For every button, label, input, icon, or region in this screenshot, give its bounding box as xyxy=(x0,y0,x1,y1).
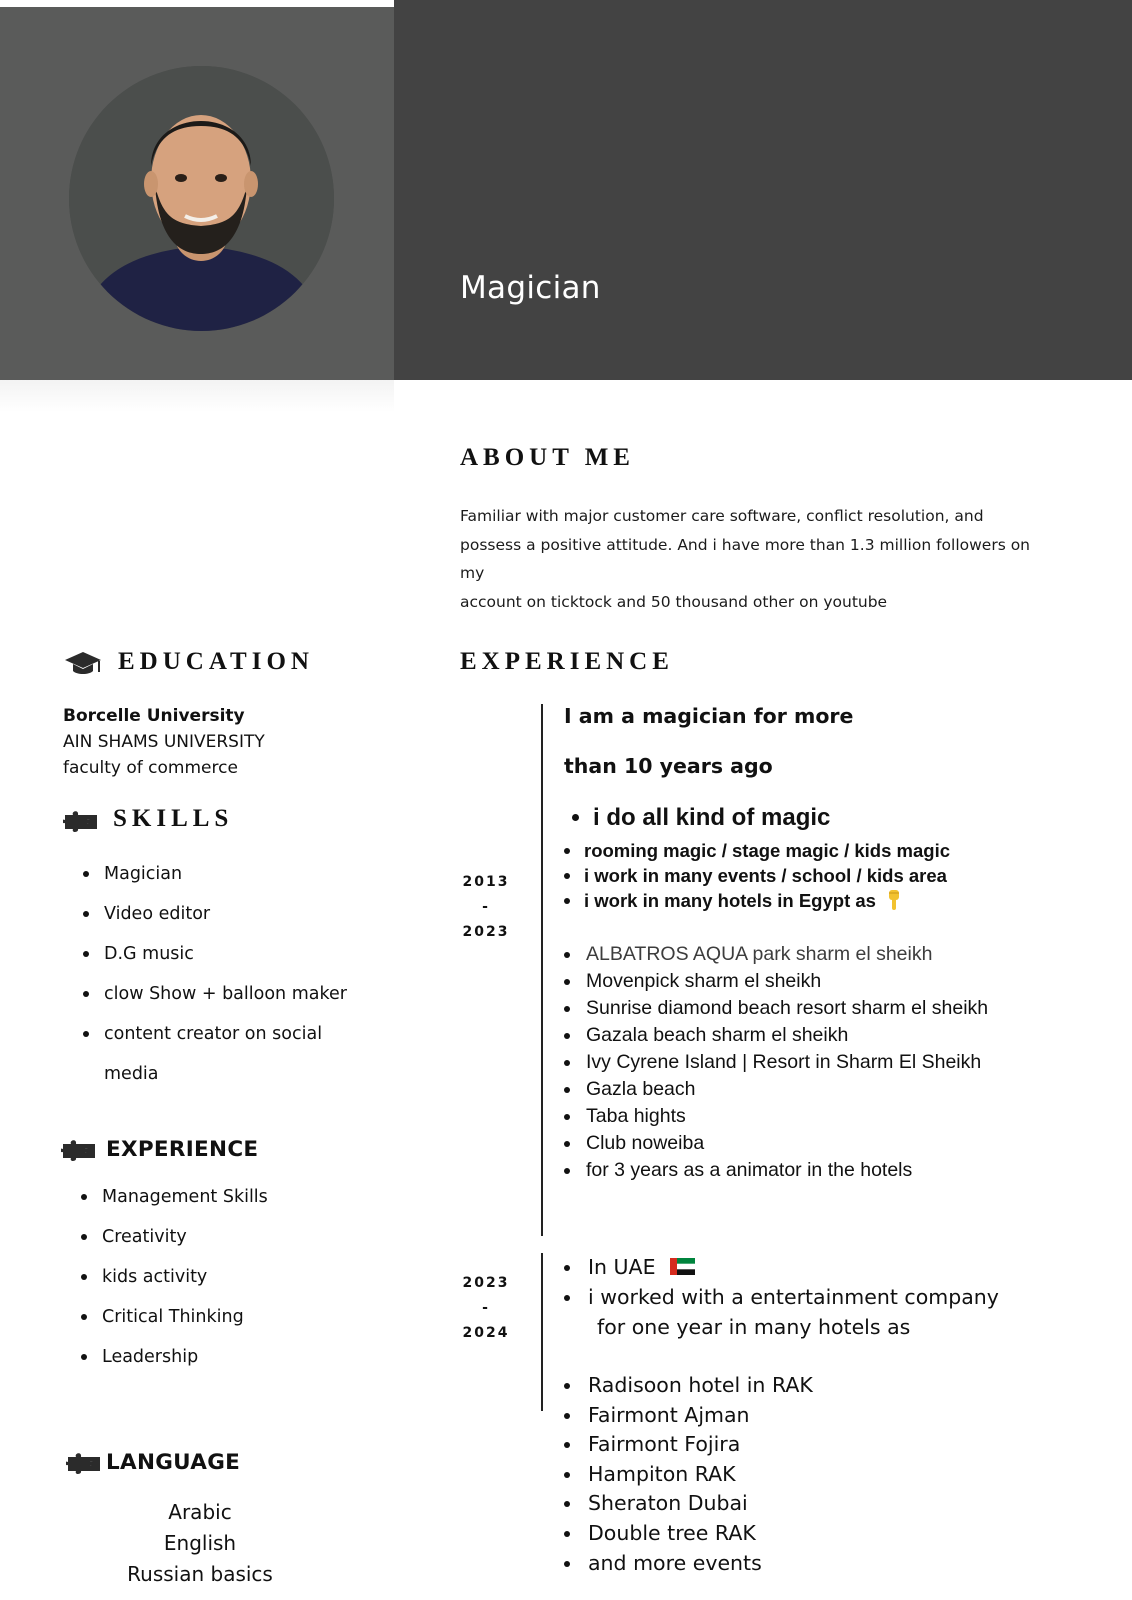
list-item: i work in many events / school / kids area xyxy=(563,863,950,888)
list-item: i worked with a entertainment company xyxy=(563,1284,999,1314)
list-item: Gazla beach xyxy=(563,1076,988,1103)
puzzle-icon xyxy=(66,1451,102,1475)
language-list xyxy=(100,1497,300,1590)
list-item: i do all kind of magic xyxy=(570,804,830,832)
institution-name: AIN SHAMS UNIVERSITY xyxy=(63,732,265,752)
pointing-down-hand-icon xyxy=(886,889,902,911)
list-item: Sheraton Dubai xyxy=(563,1490,813,1520)
timeline-divider xyxy=(541,1253,543,1411)
list-item: Taba hights xyxy=(563,1103,988,1130)
profile-photo-illustration xyxy=(69,66,334,331)
language-item: Arabic xyxy=(168,1500,232,1524)
faculty-name: faculty of commerce xyxy=(63,758,238,778)
list-item: Video editor xyxy=(81,902,347,942)
language-heading: LANGUAGE xyxy=(106,1450,241,1475)
language-item: Russian basics xyxy=(127,1562,273,1586)
profile-photo xyxy=(69,66,334,331)
experience-intro: than 10 years ago xyxy=(564,754,773,778)
job-title: Magician xyxy=(460,270,601,306)
timeline-divider xyxy=(541,704,543,1236)
list-item: Ivy Cyrene Island | Resort in Sharm El Sheikh xyxy=(563,1049,988,1076)
date-start: 2023 xyxy=(462,1275,510,1291)
list-item: Club noweiba xyxy=(563,1130,988,1157)
about-heading: ABOUT ME xyxy=(460,444,635,471)
experience-main-bullet xyxy=(570,804,830,832)
experience-intro: I am a magician for more xyxy=(564,704,854,728)
side-experience-heading: EXPERIENCE xyxy=(106,1137,259,1162)
education-heading: EDUCATION xyxy=(118,648,314,675)
uae-experience-list xyxy=(563,1254,999,1344)
puzzle-icon xyxy=(61,1138,97,1162)
puzzle-icon xyxy=(63,809,99,833)
date-end: 2023 xyxy=(462,924,510,940)
list-item: Movenpick sharm el sheikh xyxy=(563,968,988,995)
uae-flag-icon xyxy=(670,1258,695,1275)
photo-panel-shadow xyxy=(0,380,394,412)
list-item: Radisoon hotel in RAK xyxy=(563,1372,813,1402)
list-item-text: i work in many hotels in Egypt as xyxy=(584,890,876,911)
list-item: for 3 years as a animator in the hotels xyxy=(563,1157,988,1184)
uae-hotels-list xyxy=(563,1372,813,1579)
skills-list xyxy=(81,862,347,1102)
list-item: kids activity xyxy=(79,1265,268,1305)
list-item: content creator on social xyxy=(81,1022,347,1062)
list-item: Creativity xyxy=(79,1225,268,1265)
graduation-cap-icon xyxy=(64,650,102,676)
list-item: Sunrise diamond beach resort sharm el sheikh xyxy=(563,995,988,1022)
list-item: Critical Thinking xyxy=(79,1305,268,1345)
list-item: Fairmont Ajman xyxy=(563,1402,813,1432)
list-item: Hampiton RAK xyxy=(563,1461,813,1491)
about-text-line: account on ticktock and 50 thousand other on youtube xyxy=(460,592,888,611)
list-item: and more events xyxy=(563,1550,813,1580)
date-separator: - xyxy=(482,1300,490,1316)
education-details xyxy=(63,703,265,781)
list-item: Double tree RAK xyxy=(563,1520,813,1550)
list-item xyxy=(563,888,950,913)
list-item: Fairmont Fojira xyxy=(563,1431,813,1461)
university-name: Borcelle University xyxy=(63,706,245,726)
skills-heading: SKILLS xyxy=(113,805,234,832)
list-item: clow Show + balloon maker xyxy=(81,982,347,1022)
list-item: Leadership xyxy=(79,1345,268,1385)
list-item-continuation: media xyxy=(104,1064,159,1084)
list-item: Magician xyxy=(81,862,347,902)
language-item: English xyxy=(163,1531,237,1555)
experience-sub-bullets xyxy=(563,838,950,913)
date-range xyxy=(451,870,521,945)
list-item-text: In UAE xyxy=(588,1255,656,1279)
date-start: 2013 xyxy=(462,874,510,890)
list-item: rooming magic / stage magic / kids magic xyxy=(563,838,950,863)
experience-heading: EXPERIENCE xyxy=(460,648,674,675)
list-item: ALBATROS AQUA park sharm el sheikh xyxy=(563,941,988,968)
date-end: 2024 xyxy=(462,1325,510,1341)
list-item xyxy=(563,1254,999,1284)
header-banner xyxy=(394,0,1132,380)
about-text xyxy=(460,502,1050,616)
list-item: Management Skills xyxy=(79,1185,268,1225)
list-item: Gazala beach sharm el sheikh xyxy=(563,1022,988,1049)
egypt-hotels-list xyxy=(563,941,988,1184)
about-text-line: Familiar with major customer care software, conflict resolution, and xyxy=(460,507,984,525)
about-text-line: possess a positive attitude. And i have more than 1.3 million followers on my xyxy=(460,535,1031,582)
list-item-continuation: for one year in many hotels as xyxy=(597,1315,911,1339)
list-item: D.G music xyxy=(81,942,347,982)
date-range xyxy=(451,1271,521,1346)
side-experience-list xyxy=(79,1185,268,1385)
date-separator: - xyxy=(482,899,490,915)
